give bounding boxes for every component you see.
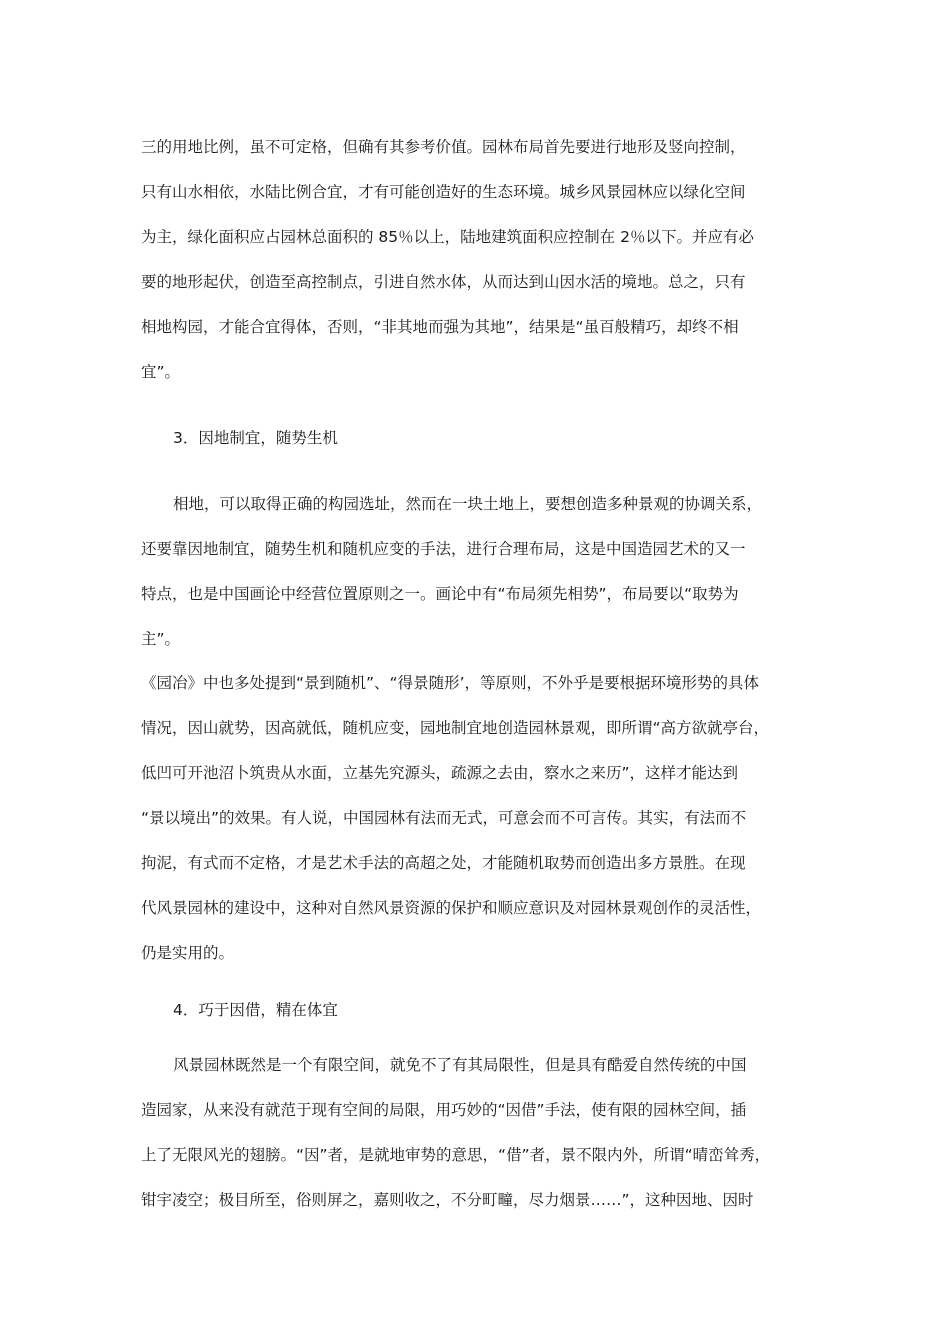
section-heading: 3．因地制宜，随势生机 bbox=[173, 429, 338, 447]
paragraph-line: 相地，可以取得正确的构园选址，然而在一块土地上，要想创造多种景观的协调关系， bbox=[173, 495, 763, 513]
paragraph-line: 宜”。 bbox=[141, 363, 181, 381]
paragraph-line: 主”。 bbox=[141, 630, 181, 648]
paragraph-line: 三的用地比例，虽不可定格，但确有其参考价值。园林布局首先要进行地形及竖向控制， bbox=[141, 138, 746, 156]
paragraph-line: 造园家，从来没有就范于现有空间的局限，用巧妙的“因借”手法，使有限的园林空间，插 bbox=[141, 1101, 747, 1119]
paragraph-line: 风景园林既然是一个有限空间，就免不了有其局限性，但是具有酷爱自然传统的中国 bbox=[173, 1056, 747, 1074]
paragraph-line: 《园冶》中也多处提到“景到随机”、“得景随形’，等原则，不外乎是要根据环境形势的具体 bbox=[141, 674, 760, 692]
paragraph-line: 钳宇凌空；极目所至，俗则屏之，嘉则收之，不分町疃，尽力烟景……”，这种因地、因时 bbox=[141, 1191, 754, 1209]
paragraph-line: 低凹可开池沼卜筑贵从水面，立基先究源头，疏源之去由，察水之来历”，这样才能达到 bbox=[141, 764, 739, 782]
paragraph-line: 代风景园林的建设中，这种对自然风景资源的保护和顺应意识及对园林景观创作的灵活性， bbox=[141, 899, 762, 917]
paragraph-line: “景以境出”的效果。有人说，中国园林有法而无式，可意会而不可言传。其实，有法而不 bbox=[141, 809, 747, 827]
paragraph-line: 情况，因山就势，因高就低，随机应变，园地制宜地创造园林景观，即所谓“高方欲就亭台， bbox=[141, 719, 770, 737]
paragraph-line: 仍是实用的。 bbox=[141, 944, 235, 962]
section-heading: 4．巧于因借，精在体宜 bbox=[173, 1001, 338, 1019]
paragraph-line: 还要靠因地制宜，随势生机和随机应变的手法，进行合理布局，这是中国造园艺术的又一 bbox=[141, 540, 746, 558]
paragraph-line: 只有山水相依，水陆比例合宜，才有可能创造好的生态环境。城乡风景园林应以绿化空间 bbox=[141, 183, 746, 201]
paragraph-line: 要的地形起伏，创造至高控制点，引进自然水体，从而达到山因水活的境地。总之，只有 bbox=[141, 273, 746, 291]
paragraph-line: 上了无限风光的翅膀。“因”者，是就地审势的意思，“借”者，景不限内外，所谓“晴峦耸秀， bbox=[141, 1146, 771, 1164]
paragraph-line: 为主，绿化面积应占园林总面积的 85％以上，陆地建筑面积应控制在 2％以下。并应有必 bbox=[141, 228, 754, 246]
paragraph-line: 拘泥，有式而不定格，才是艺术手法的高超之处，才能随机取势而创造出多方景胜。在现 bbox=[141, 854, 746, 872]
paragraph-line: 相地构园，才能合宜得体，否则，“非其地而强为其地”，结果是“虽百般精巧，却终不相 bbox=[141, 318, 739, 336]
paragraph-line: 特点，也是中国画论中经营位置原则之一。画论中有“布局须先相势”，布局要以“取势为 bbox=[141, 585, 739, 603]
